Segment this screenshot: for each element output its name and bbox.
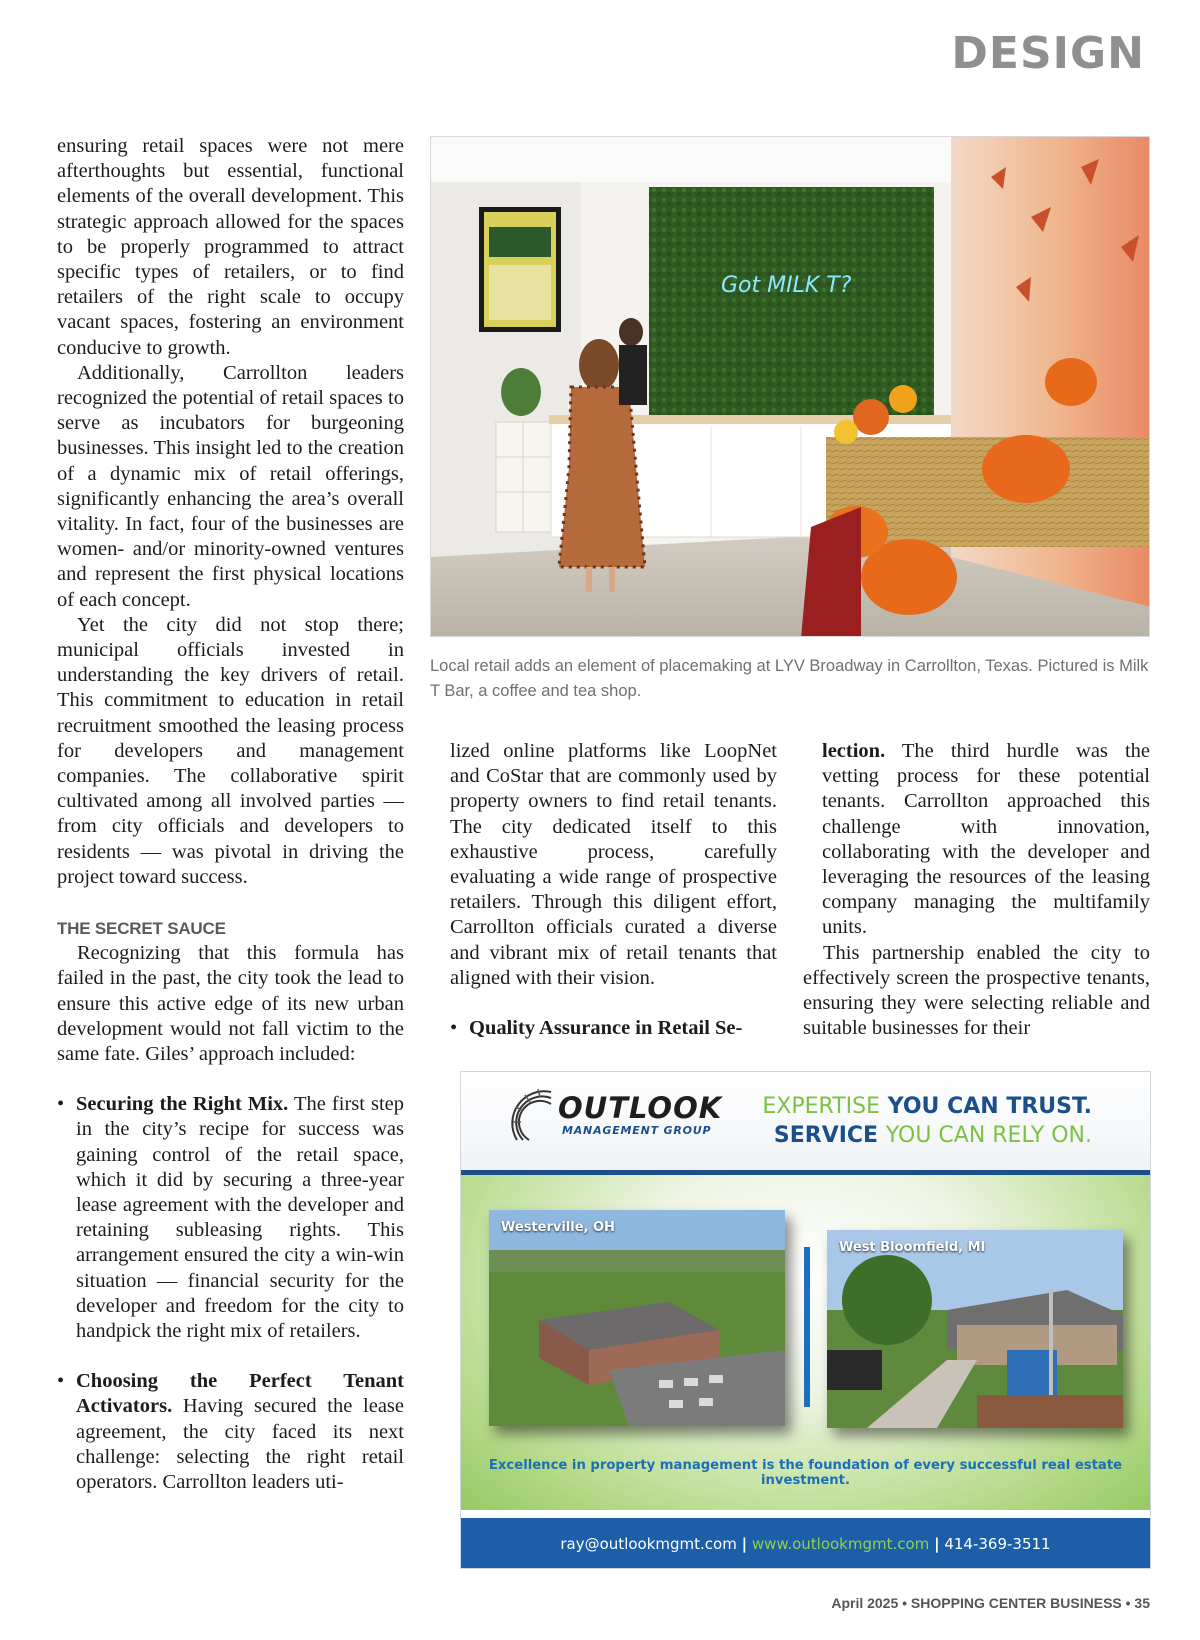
ad-photo-label: West Bloomfield, MI <box>839 1240 986 1255</box>
shop-interior-illustration <box>431 137 1150 637</box>
ad-photo-divider <box>804 1247 810 1407</box>
tagline-word: EXPERTISE <box>762 1094 881 1119</box>
paragraph: lized online platforms like LoopNet and CoStar that are commonly used by property owners to find retail tenants. The city dedicated itself to this exhaustive process, carefully evaluating a wide range of prospective retailers. Through this diligent effort, Carrollton officials curated a diverse and vibrant mix of retail tenants that aligned with their vision. <box>450 740 777 989</box>
advertisement[interactable] <box>460 1071 1151 1569</box>
bullet-title-continuation: lection. <box>822 740 886 762</box>
page-footer: April 2025 • SHOPPING CENTER BUSINESS • 35 <box>831 1595 1150 1611</box>
bullet-dot: • <box>450 1017 458 1040</box>
medical-center-street <box>827 1230 1123 1428</box>
tagline-phrase: YOU CAN TRUST. <box>887 1094 1092 1119</box>
neon-sign: Got MILK T? <box>721 273 852 298</box>
subhead: THE SECRET SAUCE <box>57 919 226 939</box>
left-column <box>57 134 404 1495</box>
paragraph <box>803 739 1150 941</box>
ad-property-photo-west-bloomfield <box>827 1230 1123 1428</box>
bullet-text: The first step in the city’s recipe for success was gaining control of the retail space, which it did by securing a three-year lease agreement with the developer and retaining subleasing rights. This arrangement ensured the city a win-win situation — financial security for the developer and freedom for the city to handpick the right mix of retailers. <box>76 1093 405 1342</box>
bullet-item <box>57 1092 404 1344</box>
paragraph-text: The third hurdle was the vetting process for these potential tenants. Carrollton approached this challenge with innovation, collaborating with the developer and leveraging the resources of the leasing company managing the multifamily units. <box>822 740 1150 939</box>
ad-phone[interactable]: 414-369-3511 <box>944 1535 1051 1553</box>
bullet-text: Having secured the lease agreement, the city faced its next challenge: selecting the right retail operators. Carrollton leaders uti- <box>76 1395 404 1493</box>
ad-property-photo-westerville <box>489 1210 785 1426</box>
article-photo <box>430 136 1150 637</box>
tagline-phrase: YOU CAN RELY ON. <box>885 1123 1092 1148</box>
bullet-dot: • <box>57 1370 65 1393</box>
bullet-item <box>57 1369 404 1495</box>
ad-slogan: Excellence in property management is the foundation of every successful real estate investment. <box>488 1458 1123 1488</box>
paragraph: Yet the city did not stop there; municipal officials invested in understanding the key drivers of retail. This commitment to education in retail recruitment smoothed the leasing process for developers and management companies. The collaborative spirit cultivated among all involved parties — from city officials and developers to residents — was pivotal in driving the project toward success. <box>57 613 404 888</box>
tagline-word: SERVICE <box>773 1123 879 1148</box>
middle-column <box>450 739 777 1041</box>
bullet-title: Securing the Right Mix. <box>76 1093 289 1116</box>
bullet-item <box>450 1016 777 1041</box>
paragraph: Recognizing that this formula has failed in the past, the city took the lead to ensure this active edge of its new urban development would not fall victim to the same fate. Giles’ approach included: <box>57 942 404 1065</box>
separator: | <box>741 1535 748 1553</box>
paragraph: This partnership enabled the city to effectively screen the prospective tenants, ensuring they were selecting reliable and suitable businesses for their <box>803 941 1150 1040</box>
right-column <box>803 739 1150 1041</box>
paragraph: Additionally, Carrollton leaders recognized the potential of retail spaces to serve as incubators for burgeoning businesses. This insight led to the creation of a dynamic mix of retail offerings, significantly enhancing the area’s overall vitality. In fact, four of the businesses are women- and/or minority-owned ventures and represent the first physical locations of each concept. <box>57 361 404 611</box>
section-label: DESIGN <box>951 28 1145 79</box>
separator: | <box>934 1535 940 1553</box>
bullet-title: Choosing the Perfect Tenant Activators. <box>76 1370 404 1418</box>
ad-website-link[interactable]: www.outlookmgmt.com <box>751 1535 930 1553</box>
bullet-title: Quality Assurance in Retail Se- <box>469 1017 743 1040</box>
ad-photo-label: Westerville, OH <box>501 1220 615 1235</box>
ad-logo-text: OUTLOOK <box>558 1091 723 1125</box>
ad-tagline-1 <box>762 1094 1092 1119</box>
bullet-dot: • <box>57 1093 65 1116</box>
ad-logo-subtext: MANAGEMENT GROUP <box>562 1124 712 1137</box>
ad-tagline-2 <box>774 1123 1092 1148</box>
photo-caption: Local retail adds an element of placemaking at LYV Broadway in Carrollton, Texas. Pictured is Milk T Bar, a coffee and tea shop. <box>430 657 1149 700</box>
office-building-aerial <box>489 1210 785 1426</box>
ad-contact-bar <box>461 1518 1150 1569</box>
ad-email-link[interactable]: ray@outlookmgmt.com <box>560 1535 737 1553</box>
paragraph: ensuring retail spaces were not mere afterthoughts but essential, functional elements of the overall development. This strategic approach allowed for the spaces to be properly programmed to attract specific types of retailers, or to find retailers of the right scale to occupy vacant spaces, fostering an environment conducive to growth. <box>57 135 404 359</box>
